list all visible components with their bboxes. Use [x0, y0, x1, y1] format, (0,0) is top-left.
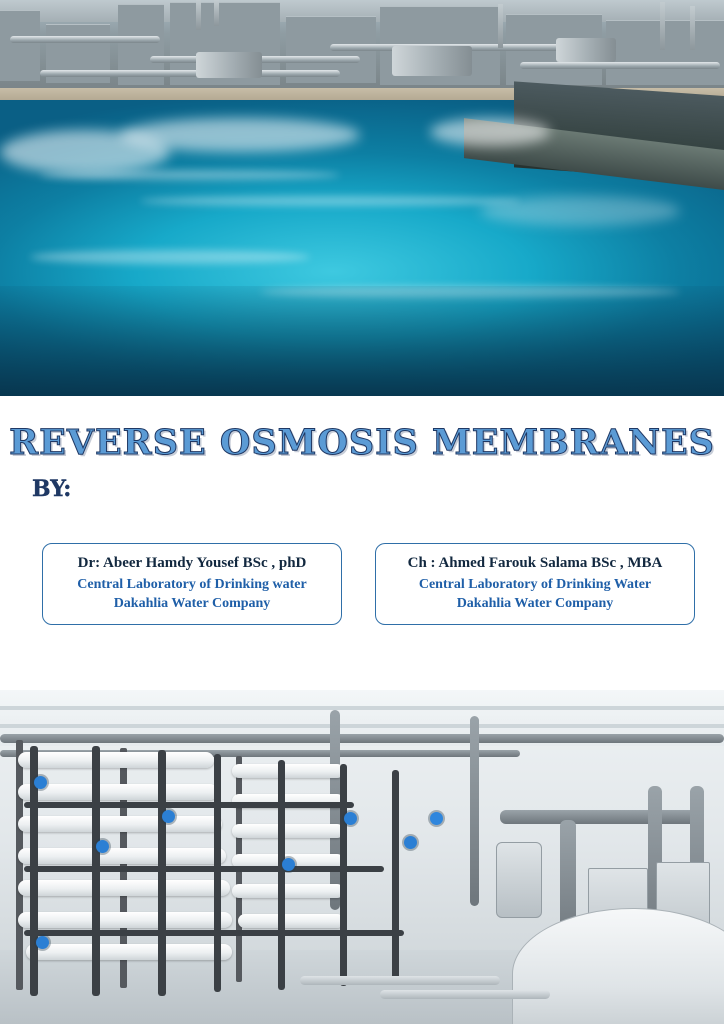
page-title: REVERSE OSMOSIS MEMBRANES — [9, 422, 715, 463]
ceiling-beam — [0, 706, 724, 710]
plant-block — [606, 20, 724, 85]
membrane-vessel — [232, 824, 344, 838]
overhead-pipe — [0, 734, 724, 743]
author-affiliation-line-2: Dakahlia Water Company — [113, 595, 271, 611]
stack — [214, 0, 219, 26]
author-affiliation-line-1: Central Laboratory of Drinking Water — [418, 576, 652, 592]
author-affiliation-line-2: Dakahlia Water Company — [456, 595, 614, 611]
membrane-vessel — [232, 884, 344, 898]
riser-pipe — [330, 710, 340, 910]
membrane-vessel — [18, 784, 218, 800]
stack — [660, 2, 665, 50]
cross-pipe — [24, 802, 354, 808]
manifold-pipe — [392, 770, 399, 980]
foam — [480, 196, 680, 226]
membrane-vessel — [18, 880, 230, 896]
valve-handle — [344, 812, 357, 825]
stack — [690, 6, 695, 50]
membrane-vessel — [238, 914, 344, 928]
rack-frame — [16, 740, 23, 990]
author-name: Ch : Ahmed Farouk Salama BSc , MBA — [407, 554, 663, 571]
valve-handle — [34, 776, 47, 789]
title-section — [0, 396, 724, 690]
desalination-plant-photo — [0, 0, 724, 396]
manifold-pipe — [214, 754, 221, 992]
plant-block — [0, 10, 40, 81]
by-label: BY: — [32, 476, 72, 502]
stack — [196, 0, 201, 30]
membrane-vessel — [26, 944, 232, 960]
manifold-pipe — [278, 760, 285, 990]
stack — [498, 4, 503, 48]
valve-handle — [96, 840, 109, 853]
foam — [430, 118, 550, 146]
foam — [120, 118, 360, 152]
riser-pipe — [470, 716, 479, 906]
process-pipe — [500, 810, 700, 824]
hose — [380, 990, 550, 999]
manifold-pipe — [158, 750, 166, 996]
wave — [30, 250, 310, 264]
cross-pipe — [24, 930, 404, 936]
wave — [140, 196, 520, 206]
valve-handle — [36, 936, 49, 949]
manifold-pipe — [340, 764, 347, 986]
membrane-vessel — [18, 816, 222, 832]
membrane-vessel — [18, 752, 214, 768]
deep-water — [0, 286, 724, 396]
author-name: Dr: Abeer Hamdy Yousef BSc , phD — [77, 554, 307, 571]
valve-handle — [430, 812, 443, 825]
tank — [556, 38, 616, 62]
pipe — [40, 70, 340, 77]
ceiling-beam — [0, 724, 724, 728]
valve-handle — [282, 858, 295, 871]
author-card-2 — [375, 543, 695, 625]
tank — [196, 52, 262, 78]
valve-handle — [404, 836, 417, 849]
hose — [300, 976, 500, 985]
valve-handle — [162, 810, 175, 823]
ro-membrane-skid-photo — [0, 690, 724, 1024]
author-affiliation-line-1: Central Laboratory of Drinking water — [77, 576, 307, 592]
pipe — [10, 36, 160, 43]
membrane-vessel — [18, 848, 226, 864]
pipe — [520, 62, 720, 69]
tank — [392, 46, 472, 76]
membrane-vessel — [232, 764, 344, 778]
author-card-1 — [42, 543, 342, 625]
cross-pipe — [24, 866, 384, 872]
membrane-vessel — [18, 912, 232, 928]
filter-housing — [496, 842, 542, 918]
